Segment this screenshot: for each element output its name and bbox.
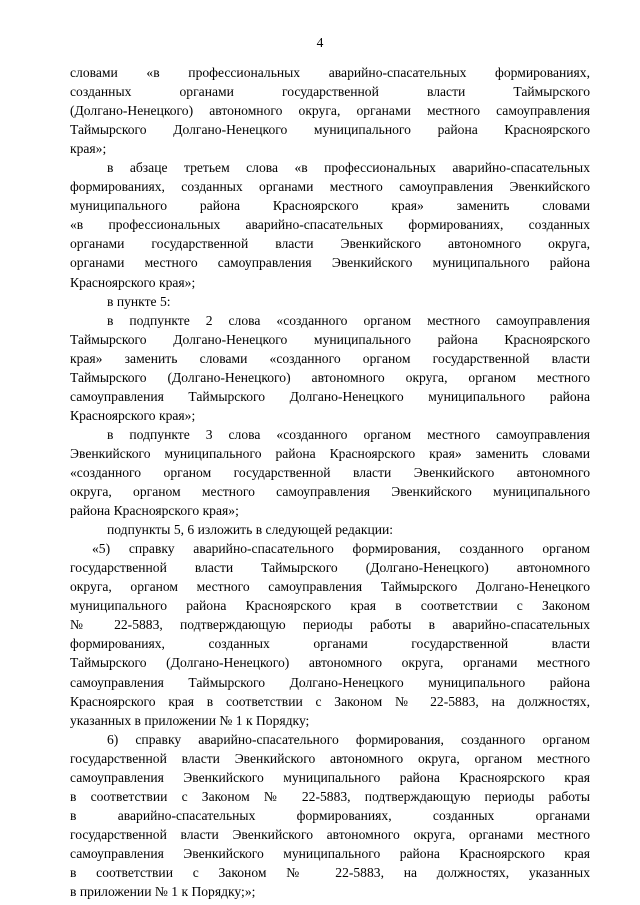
text-line: в приложении № 1 к Порядку;»; <box>70 884 256 900</box>
text-line: государственной власти Таймырского (Долгано-Ненецкого) автономного <box>70 560 590 576</box>
text-line: государственной власти Эвенкийского автономного округа, органом местного <box>70 750 590 766</box>
text-line: созданных органами государственной власти Таймырского <box>70 84 590 100</box>
text-line: самоуправления Таймырского Долгано-Ненецкого муниципального района <box>70 388 590 404</box>
text-line: Таймырского (Долгано-Ненецкого) автономного округа, органами местного <box>70 655 590 671</box>
text-line: государственной власти Эвенкийского автономного округа, органами местного <box>70 826 590 842</box>
text-line: словами «в профессиональных аварийно-спасательных формированиях, <box>70 65 590 80</box>
text-line: района Красноярского края»; <box>70 503 239 519</box>
text-line: указанных в приложении № 1 к Порядку; <box>70 712 310 728</box>
text-line: самоуправления Эвенкийского муниципального района Красноярского края <box>70 769 590 785</box>
text-line: «5) справку аварийно-спасательного формирования, созданного органом <box>92 541 590 557</box>
text-line: Красноярского края»; <box>70 407 196 423</box>
text-line: «созданного органом государственной власти Эвенкийского автономного <box>70 464 590 480</box>
text-line: самоуправления Таймырского Долгано-Ненецкого муниципального района <box>70 674 590 690</box>
text-line: Красноярского края в соответствии с Законом № 22-5883, на должностях, <box>70 693 590 709</box>
text-line: в подпункте 2 слова «созданного органом местного самоуправления <box>107 312 590 328</box>
text-line: муниципального района Красноярского края в соответствии с Законом <box>70 598 590 614</box>
text-line: округа, органом местного самоуправления Таймырского Долгано-Ненецкого <box>70 579 590 595</box>
document-body <box>70 63 590 901</box>
text-line: формированиях, созданных органами местного самоуправления Эвенкийского <box>70 179 590 195</box>
text-line: Таймырского (Долгано-Ненецкого) автономного округа, органом местного <box>70 369 590 385</box>
text-line: (Долгано-Ненецкого) автономного округа, органами местного самоуправления <box>70 103 590 119</box>
text-line: подпункты 5, 6 изложить в следующей редакции: <box>107 522 394 538</box>
text-line: Таймырского Долгано-Ненецкого муниципального района Красноярского <box>70 122 590 138</box>
text-line: Красноярского края»; <box>70 274 196 290</box>
text-line: Таймырского Долгано-Ненецкого муниципального района Красноярского <box>70 331 590 347</box>
text-line: муниципального района Красноярского края» заменить словами <box>70 198 590 214</box>
text-line: округа, органом местного самоуправления Эвенкийского муниципального <box>70 484 590 500</box>
text-line: № 22-5883, подтверждающую периоды работы в аварийно-спасательных <box>70 617 590 633</box>
page-number: 4 <box>316 35 324 50</box>
text-line: в соответствии с Законом № 22-5883, на должностях, указанных <box>70 864 590 880</box>
text-line: Эвенкийского муниципального района Красноярского края» заменить словами <box>70 445 590 461</box>
text-line: края» заменить словами «созданного органом государственной власти <box>70 350 590 366</box>
text-line: в подпункте 3 слова «созданного органом местного самоуправления <box>107 426 590 442</box>
text-line: формированиях, созданных органами государственной власти <box>70 636 590 652</box>
text-line: органами государственной власти Эвенкийского автономного округа, <box>70 236 590 252</box>
text-line: 6) справку аварийно-спасательного формирования, созданного органом <box>107 731 590 747</box>
text-line: края»; <box>70 141 107 157</box>
text-line: в соответствии с Законом № 22-5883, подтверждающую периоды работы <box>70 788 590 804</box>
text-line: органами местного самоуправления Эвенкийского муниципального района <box>70 255 590 271</box>
text-line: самоуправления Эвенкийского муниципального района Красноярского края <box>70 845 590 861</box>
text-line: в аварийно-спасательных формированиях, созданных органами <box>70 807 590 823</box>
text-line: в абзаце третьем слова «в профессиональных аварийно-спасательных <box>107 160 590 176</box>
text-line: «в профессиональных аварийно-спасательных формированиях, созданных <box>70 217 590 233</box>
text-line: в пункте 5: <box>107 293 171 309</box>
